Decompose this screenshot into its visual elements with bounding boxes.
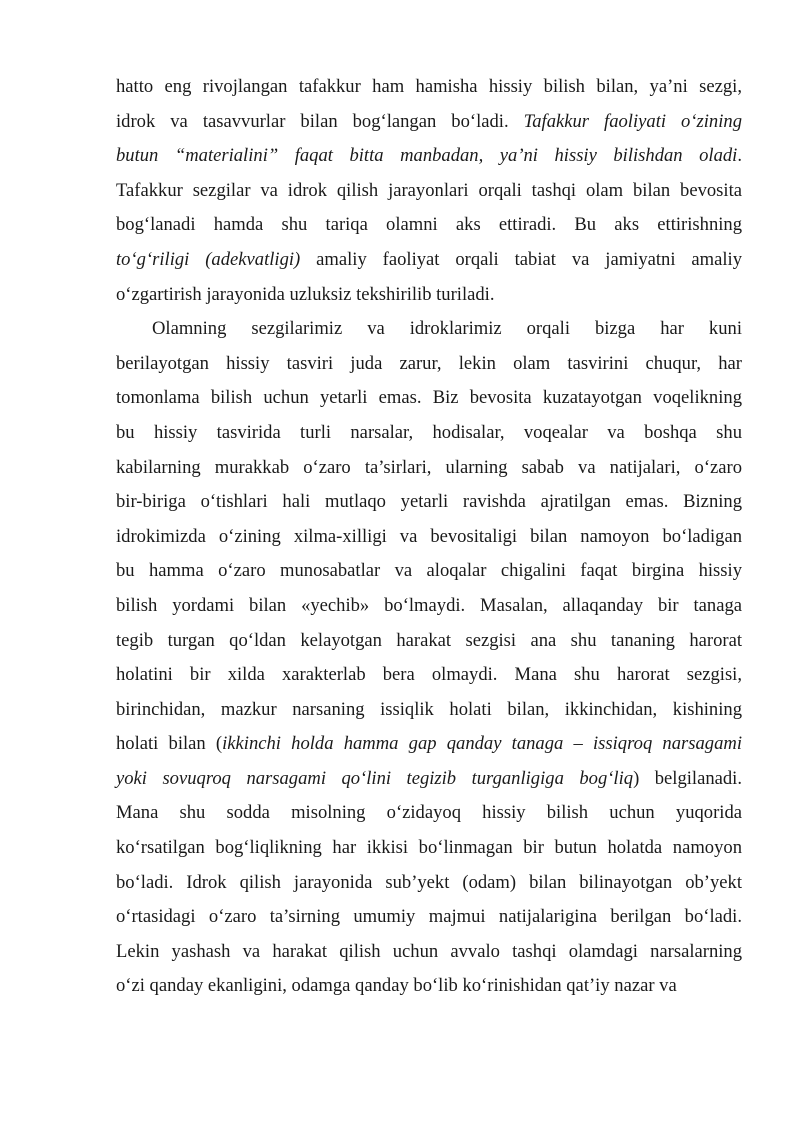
text-run: berilayotgan hissiy tasviri juda zarur, lekin olam tasvirini chuqur, har [116, 352, 742, 374]
text-run: birinchidan, mazkur narsaning issiqlik holati bilan, ikkinchidan, kishining [116, 698, 742, 720]
text-run: tomonlama bilish uchun yetarli emas. Biz bevosita kuzatayotgan voqelikning [116, 387, 742, 409]
italic-text: to‘g‘riligi (adekvatligi) [116, 248, 301, 270]
italic-text: yoki sovuqroq narsagami qo‘lini tegizib turganligiga bog‘liq [116, 767, 634, 789]
body-text [116, 70, 742, 1004]
text-line [116, 451, 742, 486]
text-line [116, 589, 742, 624]
text-run: ko‘rsatilgan bog‘liqlikning har ikkisi bo‘linmagan bir butun holatda namoyon [116, 837, 742, 859]
text-run: bir-biriga o‘tishlari hali mutlaqo yetarli ravishda ajratilgan emas. Bizning [116, 491, 742, 513]
text-line [116, 70, 742, 105]
text-run: holati bilan ( [116, 733, 223, 755]
text-line [116, 139, 742, 174]
text-run: o‘rtasidagi o‘zaro ta’sirning umumiy majmui natijalarigina berilgan bo‘ladi. [116, 906, 742, 928]
italic-text: ikkinchi holda hamma gap qanday tanaga – issiqroq narsagami [222, 733, 742, 755]
text-line [116, 520, 742, 555]
text-run: idrok va tasavvurlar bilan bog‘langan bo‘ladi. [116, 110, 524, 132]
text-line [116, 727, 742, 762]
text-line [116, 935, 742, 970]
text-run: bo‘ladi. Idrok qilish jarayonida sub’yekt (odam) bilan bilinayotgan ob’yekt [116, 871, 742, 893]
text-line [116, 347, 742, 382]
text-run: o‘zi qanday ekanligini, odamga qanday bo‘lib ko‘rinishidan qat’iy nazar va [116, 975, 677, 997]
text-line [116, 208, 742, 243]
italic-text: butun “materialini” faqat bitta manbadan, ya’ni hissiy bilishdan oladi [116, 145, 738, 167]
text-line [116, 796, 742, 831]
text-line [116, 381, 742, 416]
text-line [116, 485, 742, 520]
text-run: kabilarning murakkab o‘zaro ta’sirlari, ularning sabab va natijalari, o‘zaro [116, 456, 742, 478]
text-run: bilish yordami bilan «yechib» bo‘lmaydi. Masalan, allaqanday bir tanaga [116, 594, 742, 616]
text-run: Tafakkur sezgilar va idrok qilish jarayonlari orqali tashqi olam bilan bevosita [116, 179, 742, 201]
text-line [116, 278, 742, 313]
text-line [116, 105, 742, 140]
text-line [116, 900, 742, 935]
text-line [116, 762, 742, 797]
text-run: . [737, 145, 742, 167]
text-line [116, 969, 742, 1004]
text-run: idrokimizda o‘zining xilma-xilligi va bevositaligi bilan namoyon bo‘ladigan [116, 525, 742, 547]
text-run: Lekin yashash va harakat qilish uchun avvalo tashqi olamdagi narsalarning [116, 940, 742, 962]
text-run: amaliy faoliyat orqali tabiat va jamiyatni amaliy [300, 248, 743, 270]
text-run: Olamning sezgilarimiz va idroklarimiz orqali bizga har kuni [152, 318, 742, 340]
text-run: bu hissiy tasvirida turli narsalar, hodisalar, voqealar va boshqa shu [116, 421, 742, 443]
text-run: o‘zgartirish jarayonida uzluksiz tekshirilib turiladi. [116, 283, 495, 305]
text-line [116, 312, 742, 347]
text-run: bu hamma o‘zaro munosabatlar va aloqalar chigalini faqat birgina hissiy [116, 560, 742, 582]
italic-text: Tafakkur faoliyati o‘zining [523, 110, 742, 132]
text-line [116, 658, 742, 693]
text-line [116, 416, 742, 451]
text-line [116, 243, 742, 278]
text-run: bog‘lanadi hamda shu tariqa olamni aks ettiradi. Bu aks ettirishning [116, 214, 742, 236]
text-run: ) belgilanadi. [633, 767, 742, 789]
text-run: tegib turgan qo‘ldan kelayotgan harakat sezgisi ana shu tananing harorat [116, 629, 742, 651]
text-line [116, 831, 742, 866]
text-line [116, 624, 742, 659]
text-run: holatini bir xilda xarakterlab bera olmaydi. Mana shu harorat sezgisi, [116, 664, 742, 686]
text-line [116, 554, 742, 589]
text-line [116, 174, 742, 209]
text-run: Mana shu sodda misolning o‘zidayoq hissiy bilish uchun yuqorida [116, 802, 742, 824]
text-line [116, 693, 742, 728]
text-run: hatto eng rivojlangan tafakkur ham hamisha hissiy bilish bilan, ya’ni sezgi, [116, 76, 742, 97]
text-line [116, 866, 742, 901]
